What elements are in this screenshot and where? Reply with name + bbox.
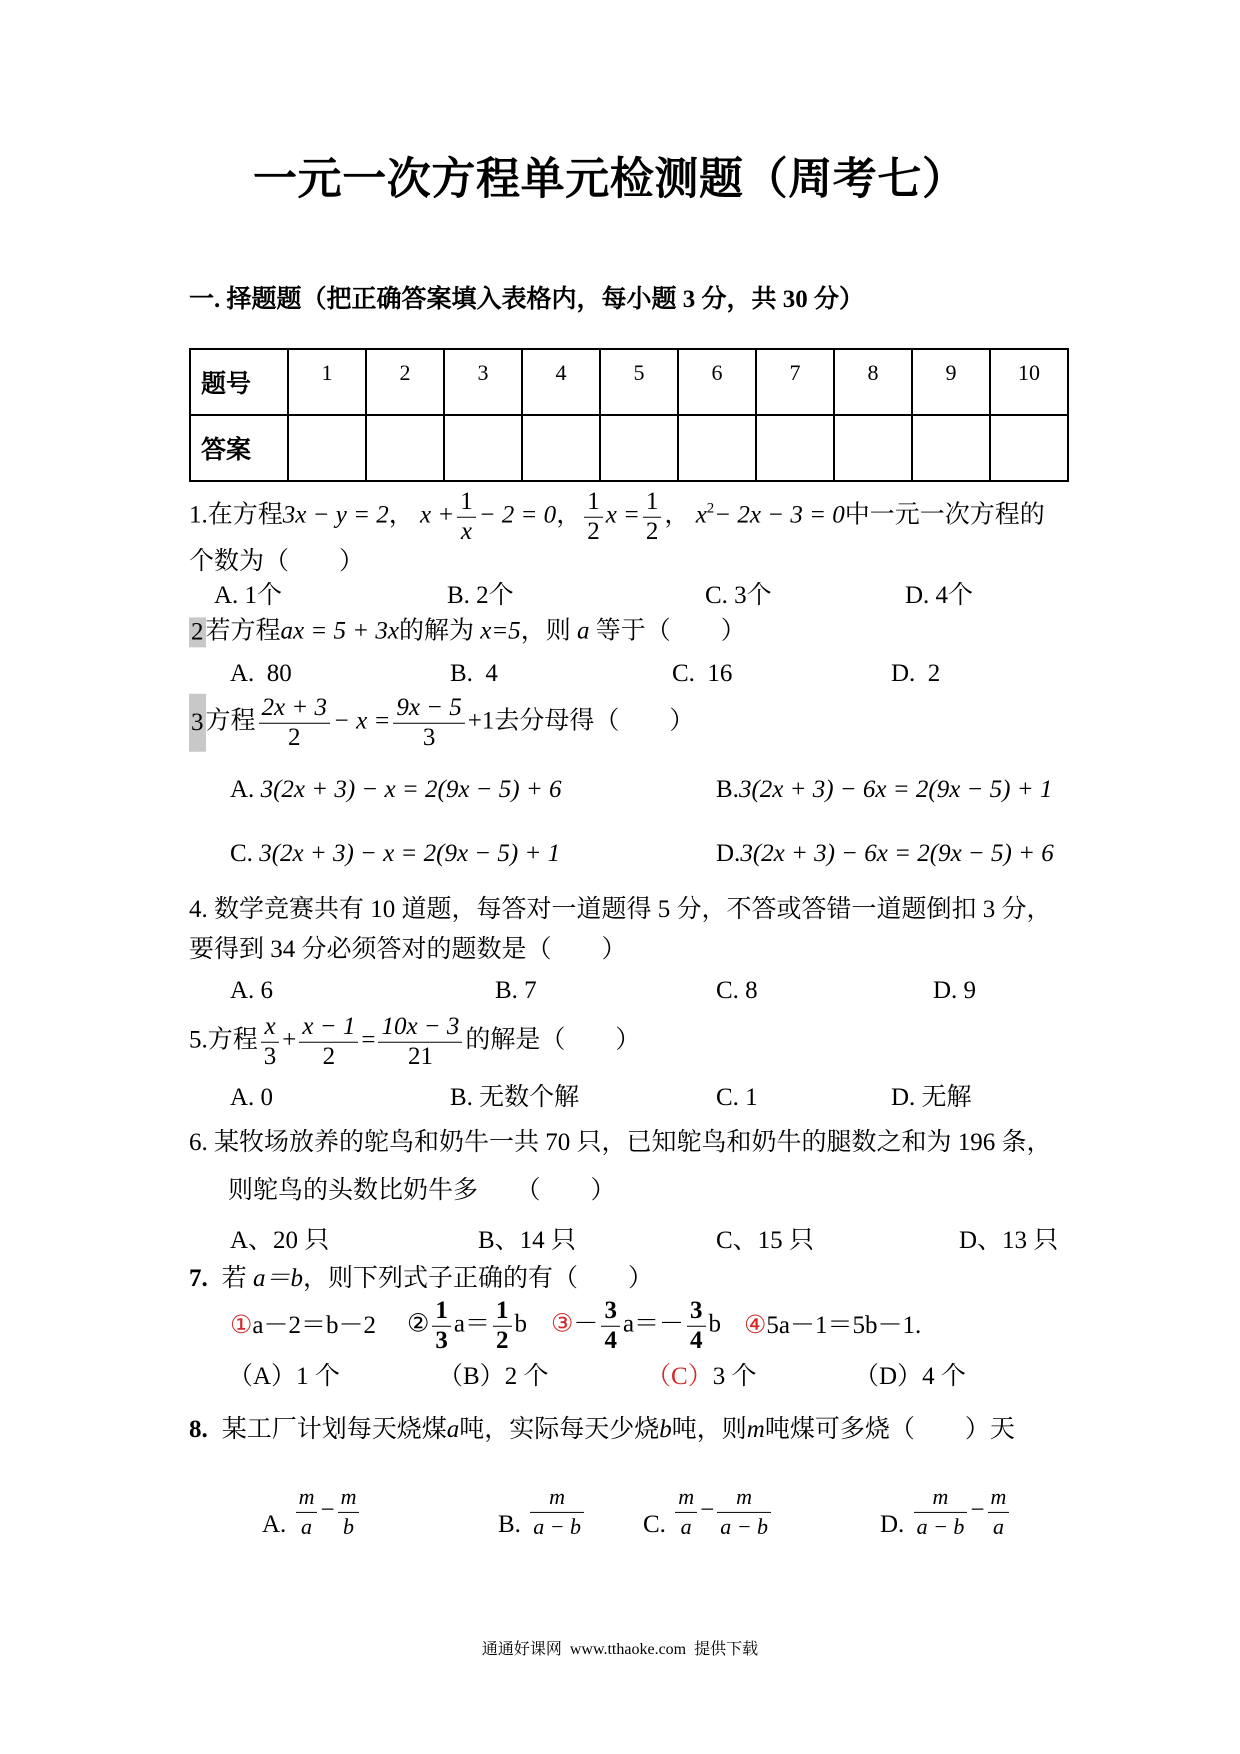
variable: a <box>446 1416 460 1443</box>
answer-cell <box>756 415 834 481</box>
punctuation: ， <box>556 501 582 529</box>
q3-option-b <box>716 775 1052 805</box>
q6-option-c: C、15 只 <box>716 1227 814 1254</box>
q2-stem <box>189 616 746 647</box>
fraction-denominator: 4 <box>690 1326 703 1354</box>
question-number-highlight: 3 <box>189 694 206 752</box>
question-number: 5. <box>189 1026 208 1054</box>
question-text: 等于（ ） <box>595 617 746 645</box>
exponent: 2 <box>706 500 715 517</box>
fraction-denominator: 2 <box>288 723 301 751</box>
option-label: （C） <box>646 1363 713 1390</box>
fraction-numerator: m <box>988 1483 1010 1513</box>
fraction <box>687 1297 706 1356</box>
option-equation: 3(2x + 3) − 6x = 2(9x − 5) + 6 <box>740 840 1054 867</box>
q4-option-b: B. 7 <box>495 977 537 1004</box>
fraction-numerator: m <box>717 1483 771 1513</box>
circled-four-mark: ④ <box>744 1312 767 1339</box>
fraction <box>432 1297 451 1356</box>
equation: 3x − y = 2 <box>282 501 389 529</box>
q8-option-d <box>880 1483 1012 1541</box>
fraction <box>338 1483 360 1541</box>
option-text: 2 个 <box>504 1363 549 1390</box>
answer-cell <box>678 415 756 481</box>
fraction-numerator: 1 <box>643 488 662 518</box>
answer-cell <box>990 415 1068 481</box>
answer-cell <box>288 415 366 481</box>
q7-statement-2 <box>407 1297 527 1356</box>
answer-header: 答案 <box>190 415 288 481</box>
fraction <box>530 1483 584 1541</box>
equation-part: x = <box>605 501 640 529</box>
circled-two-mark: ② <box>407 1310 430 1338</box>
question-number-cell: 3 <box>444 349 522 415</box>
equation-part: − x = <box>332 707 391 735</box>
option-label: （B） <box>438 1363 505 1390</box>
q7-option-a <box>228 1362 340 1392</box>
circled-three-mark: ③ <box>551 1310 574 1338</box>
solution-value: x=5 <box>480 617 521 645</box>
question-number-cell: 7 <box>756 349 834 415</box>
equation-part: x + <box>419 501 455 529</box>
fraction-denominator: 4 <box>604 1326 617 1354</box>
question-number: 7. <box>189 1265 208 1292</box>
answer-row <box>190 415 1068 481</box>
q2-option-a: A. 80 <box>230 660 292 687</box>
fraction-denominator: b <box>343 1513 354 1539</box>
question-text: 吨煤可多烧（ ）天 <box>764 1416 1015 1443</box>
condition: a＝b <box>253 1265 304 1292</box>
statement-equation: a＝ <box>453 1310 491 1338</box>
option-label: C. <box>230 840 253 867</box>
option-label: （D） <box>854 1363 923 1390</box>
fraction-denominator: a <box>680 1513 692 1539</box>
q4-option-c: C. 8 <box>716 977 758 1004</box>
operator: − <box>700 1496 715 1524</box>
q6-option-d: D、13 只 <box>959 1227 1059 1254</box>
q8-option-b <box>498 1483 587 1541</box>
q7-statement-1 <box>230 1311 376 1341</box>
question-text: 若方程 <box>205 617 281 645</box>
fraction-numerator: 1 <box>493 1297 512 1327</box>
fraction <box>643 488 662 547</box>
q1-stem-line2: 个数为（ ） <box>189 548 365 575</box>
option-equation: 3(2x + 3) − x = 2(9x − 5) + 6 <box>260 776 562 803</box>
question-number-cell: 2 <box>366 349 444 415</box>
q5-option-d: D. 无解 <box>891 1084 972 1111</box>
option-label: A. <box>230 776 255 803</box>
fraction <box>299 1013 358 1072</box>
q1-option-b: B. 2个 <box>447 582 514 609</box>
fraction-denominator: 21 <box>407 1042 433 1070</box>
question-number-cell: 1 <box>288 349 366 415</box>
option-text: 3 个 <box>712 1363 757 1390</box>
option-label: B. <box>716 776 739 803</box>
statement-equation: b <box>708 1310 722 1338</box>
fraction-numerator: m <box>296 1483 318 1513</box>
answer-table <box>189 348 1069 482</box>
fraction <box>584 488 603 547</box>
option-equation: 3(2x + 3) − 6x = 2(9x − 5) + 1 <box>738 776 1053 803</box>
q1-option-d: D. 4个 <box>905 582 974 609</box>
q3-stem <box>189 694 694 753</box>
question-number-row <box>190 349 1068 415</box>
q3-option-a <box>230 775 562 805</box>
fraction-numerator: 3 <box>687 1297 706 1327</box>
q7-option-d <box>854 1362 966 1392</box>
q7-statement-3 <box>551 1297 721 1356</box>
fraction-denominator: x <box>460 517 472 545</box>
question-number-cell: 5 <box>600 349 678 415</box>
q4-stem-line1: 4. 数学竞赛共有 10 道题，每答对一道题得 5 分，不答或答错一道题倒扣 3 分， <box>189 896 1052 923</box>
fraction-numerator: m <box>675 1483 697 1513</box>
fraction-denominator: 3 <box>435 1326 448 1354</box>
question-text: 去分母得（ ） <box>494 707 695 735</box>
answer-cell <box>912 415 990 481</box>
operator: − <box>970 1496 985 1524</box>
fraction-denominator: a − b <box>720 1513 769 1539</box>
fraction-numerator: m <box>338 1483 360 1513</box>
statement-equation: 5a－1＝5b－1. <box>766 1312 922 1339</box>
question-number-highlight: 2 <box>191 618 204 646</box>
question-text: 的解为 <box>398 617 474 645</box>
q5-option-a: A. 0 <box>230 1084 274 1111</box>
q1-option-a: A. 1个 <box>214 582 283 609</box>
q6-stem-line2: 则鸵鸟的头数比奶牛多 （ ） <box>228 1177 616 1204</box>
answer-cell <box>834 415 912 481</box>
fraction <box>601 1297 620 1356</box>
q5-option-b: B. 无数个解 <box>450 1084 580 1111</box>
q1-option-c: C. 3个 <box>705 582 772 609</box>
q4-stem-line2: 要得到 34 分必须答对的题数是（ ） <box>189 936 627 963</box>
q8-stem <box>189 1415 1015 1445</box>
option-label: D. <box>880 1510 905 1538</box>
fraction-numerator: 1 <box>432 1297 451 1327</box>
question-number: 1. <box>189 501 208 529</box>
operator: − <box>320 1496 335 1524</box>
fraction <box>493 1297 512 1356</box>
option-text: 1 个 <box>296 1363 340 1390</box>
question-text: 的解是（ ） <box>465 1026 641 1054</box>
option-label: B. <box>498 1510 521 1538</box>
variable: b <box>659 1416 672 1443</box>
fraction-denominator: a <box>301 1513 312 1539</box>
question-text: 吨，则 <box>671 1416 747 1443</box>
option-equation: 3(2x + 3) − x = 2(9x − 5) + 1 <box>259 840 561 867</box>
variable: m <box>746 1416 765 1443</box>
answer-cell <box>366 415 444 481</box>
fraction-denominator: 2 <box>496 1326 509 1354</box>
question-number-cell: 6 <box>678 349 756 415</box>
equation: ax = 5 + 3x <box>280 617 399 645</box>
equation-part: + <box>282 1026 297 1054</box>
q4-option-d: D. 9 <box>933 977 977 1004</box>
statement-equation: a－2＝b－2 <box>252 1312 377 1339</box>
q1-stem-line1 <box>189 488 1045 547</box>
fraction <box>378 1013 462 1072</box>
question-text: 方程 <box>207 1026 258 1054</box>
fraction-numerator: 1 <box>457 488 476 518</box>
fraction-denominator: a <box>992 1513 1004 1539</box>
fraction <box>988 1483 1010 1541</box>
equation-part: x <box>695 501 707 529</box>
equation-part: − 2 = 0 <box>478 501 557 529</box>
footer-credit: 通通好课网 www.tthaoke.com 提供下载 <box>481 1641 759 1658</box>
q6-option-b: B、14 只 <box>478 1227 576 1254</box>
answer-cell <box>522 415 600 481</box>
question-text: 中一元一次方程的 <box>844 501 1045 529</box>
q7-stem <box>189 1264 653 1294</box>
q7-statement-4 <box>744 1311 921 1341</box>
fraction <box>259 694 330 753</box>
option-label: A. <box>262 1510 287 1538</box>
circled-one-mark: ① <box>230 1312 253 1339</box>
question-text: 在方程 <box>207 501 283 529</box>
q6-stem-line1: 6. 某牧场放养的鸵鸟和奶牛一共 70 只，已知鸵鸟和奶牛的腿数之和为 196 条， <box>189 1129 1052 1156</box>
fraction-numerator: m <box>914 1483 968 1513</box>
fraction-numerator: 10x − 3 <box>378 1013 462 1043</box>
fraction <box>393 694 464 753</box>
q2-option-d: D. 2 <box>891 660 941 687</box>
fraction-numerator: 1 <box>584 488 603 518</box>
fraction-numerator: x <box>261 1013 280 1043</box>
answer-cell <box>600 415 678 481</box>
question-number-cell: 8 <box>834 349 912 415</box>
fraction-numerator: 9x − 5 <box>393 694 464 724</box>
q5-option-c: C. 1 <box>716 1084 758 1111</box>
fraction-numerator: x − 1 <box>299 1013 358 1043</box>
question-text: ，则 <box>520 617 571 645</box>
q3-option-c <box>230 839 560 869</box>
q2-option-b: B. 4 <box>450 660 498 687</box>
fraction-denominator: a − b <box>916 1513 965 1539</box>
q6-option-a: A、20 只 <box>230 1227 330 1254</box>
question-number-cell: 4 <box>522 349 600 415</box>
fraction-denominator: a − b <box>533 1513 582 1539</box>
q8-option-a <box>262 1483 362 1541</box>
q7-option-b <box>438 1362 548 1392</box>
option-label: （A） <box>228 1363 297 1390</box>
punctuation: ， <box>388 501 414 529</box>
punctuation: ， <box>664 501 690 529</box>
equation-part: = <box>361 1026 376 1054</box>
option-text: 4 个 <box>922 1363 966 1390</box>
option-label: C. <box>643 1510 666 1538</box>
question-text: 方程 <box>205 707 256 735</box>
question-text: 若 <box>221 1265 247 1292</box>
question-number: 8. <box>189 1416 208 1443</box>
q3-option-d <box>716 839 1054 869</box>
fraction-denominator: 2 <box>587 517 600 545</box>
fraction-denominator: 2 <box>322 1042 336 1070</box>
question-text: 吨，实际每天少烧 <box>459 1416 660 1443</box>
fraction <box>675 1483 697 1541</box>
question-number-header: 题号 <box>190 349 288 415</box>
fraction <box>261 1013 280 1072</box>
statement-equation: － <box>573 1310 599 1338</box>
equation-part: − 2x − 3 = 0 <box>714 501 845 529</box>
question-text: 某工厂计划每天烧煤 <box>221 1416 447 1443</box>
q5-stem <box>189 1013 640 1072</box>
statement-equation: a＝－ <box>622 1310 685 1338</box>
fraction-numerator: 3 <box>601 1297 620 1327</box>
fraction-denominator: 3 <box>422 723 436 751</box>
question-number-cell: 9 <box>912 349 990 415</box>
question-number-cell: 10 <box>990 349 1068 415</box>
answer-cell <box>444 415 522 481</box>
fraction <box>296 1483 318 1541</box>
fraction-numerator: m <box>530 1483 584 1513</box>
fraction-denominator: 2 <box>645 517 659 545</box>
page-title: 一元一次方程单元检测题（周考七） <box>253 154 967 204</box>
fraction-numerator: 2x + 3 <box>259 694 330 724</box>
variable: a <box>576 617 590 645</box>
section-heading: 一. 择题题（把正确答案填入表格内，每小题 3 分，共 30 分） <box>189 286 865 313</box>
fraction <box>717 1483 771 1541</box>
q7-option-c <box>646 1362 756 1392</box>
q8-option-c <box>643 1483 774 1541</box>
equation-part: +1 <box>467 707 495 735</box>
fraction <box>914 1483 968 1541</box>
fraction-denominator: 3 <box>263 1042 277 1070</box>
option-label: D. <box>716 840 741 867</box>
q4-option-a: A. 6 <box>230 977 274 1004</box>
fraction <box>457 488 476 547</box>
q2-option-c: C. 16 <box>672 660 733 687</box>
statement-equation: b <box>514 1310 528 1338</box>
question-text: ，则下列式子正确的有（ ） <box>303 1265 654 1292</box>
